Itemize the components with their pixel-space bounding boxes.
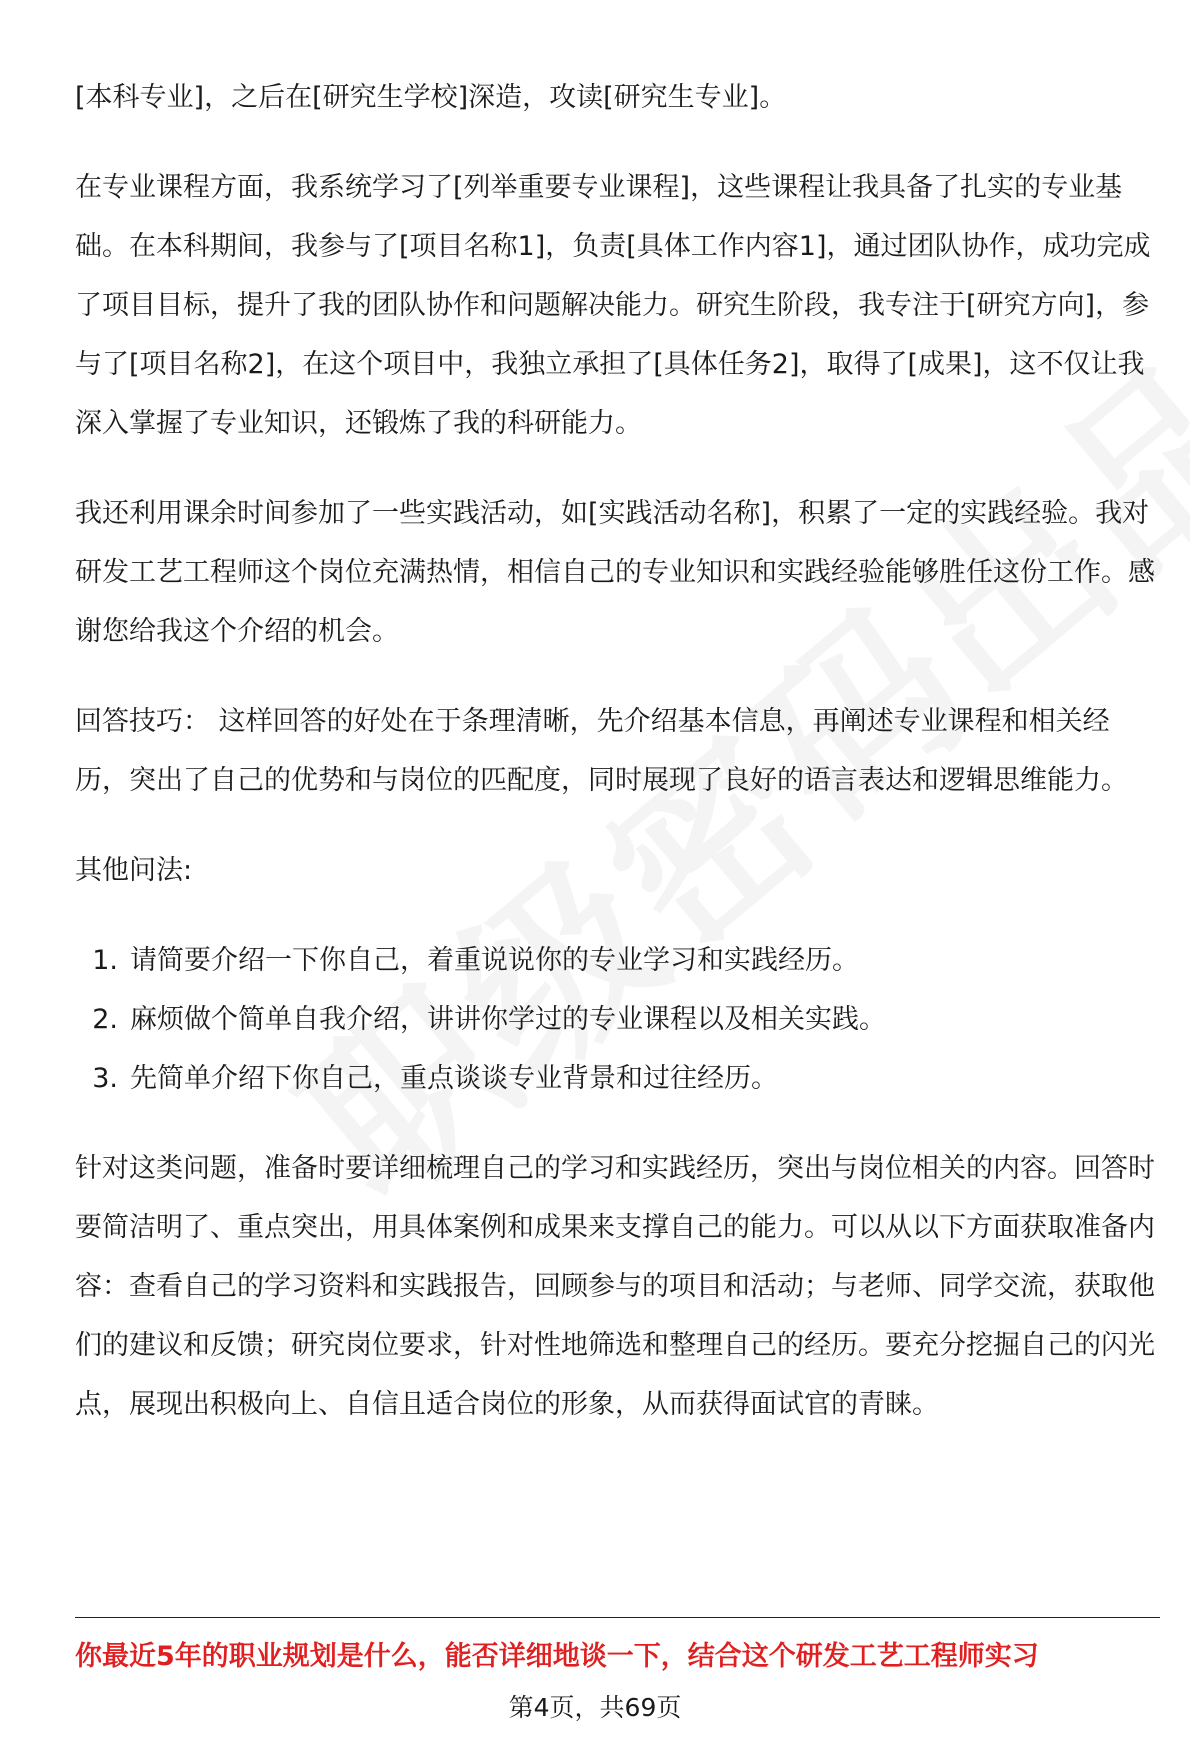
list-item-text: 麻烦做个简单自我介绍，讲讲你学过的专业课程以及相关实践。 [130,1004,886,1035]
paragraph-education: [本科专业]，之后在[研究生学校]深造，攻读[研究生专业]。 [75,82,787,113]
list-item [75,990,1160,1049]
paragraph-preparation-advice: 针对这类问题，准备时要详细梳理自己的学习和实践经历，突出与岗位相关的内容。回答时要简洁明了、重点突出，用具体案例和成果来支撑自己的能力。可以从以下方面获取准备内容：查看自己的学习资料和实践报告，回顾参与的项目和活动；与老师、同学交流，获取他们的建议和反馈；研究岗位要求，针对性地筛选和整理自己的经历。要充分挖掘自己的闪光点，展现出积极向上、自信且适合岗位的形象，从而获得面试官的青睐。 [75,1153,1155,1420]
list-item-number: 2. [92,1004,118,1035]
page-number-footer: 第4页，共69页 [508,1693,682,1722]
other-questions-heading: 其他问法: [75,855,193,886]
paragraph-answer-tips: 回答技巧： 这样回答的好处在于条理清晰，先介绍基本信息，再阐述专业课程和相关经历，突出了自己的优势和与岗位的匹配度，同时展现了良好的语言表达和逻辑思维能力。 [75,706,1128,796]
list-item-number: 3. [92,1063,118,1094]
paragraph-courses-projects: 在专业课程方面，我系统学习了[列举重要专业课程]，这些课程让我具备了扎实的专业基础。在本科期间，我参与了[项目名称1]，负责[具体工作内容1]，通过团队协作，成功完成了项目目标，提升了我的团队协作和问题解决能力。研究生阶段，我专注于[研究方向]，参与了[项目名称2]，在这个项目中，我独立承担了[具体任务2]，取得了[成果]，这不仅让我深入掌握了专业知识，还锻炼了我的科研能力。 [75,172,1151,439]
list-item-number: 1. [92,945,118,976]
other-questions-list [75,931,1160,1108]
section-divider [75,1617,1160,1618]
list-item-text: 请简要介绍一下你自己，着重说说你的专业学习和实践经历。 [130,945,859,976]
list-item [75,931,1160,990]
next-question-heading: 你最近5年的职业规划是什么，能否详细地谈一下，结合这个研发工艺工程师实习 [75,1641,1039,1672]
paragraph-practice: 我还利用课余时间参加了一些实践活动，如[实践活动名称]，积累了一定的实践经验。我对研发工艺工程师这个岗位充满热情，相信自己的专业知识和实践经验能够胜任这份工作。感谢您给我这个介绍的机会。 [75,498,1155,647]
list-item [75,1049,1160,1108]
page-content [75,68,1160,1465]
list-item-text: 先简单介绍下你自己，重点谈谈专业背景和过往经历。 [130,1063,778,1094]
